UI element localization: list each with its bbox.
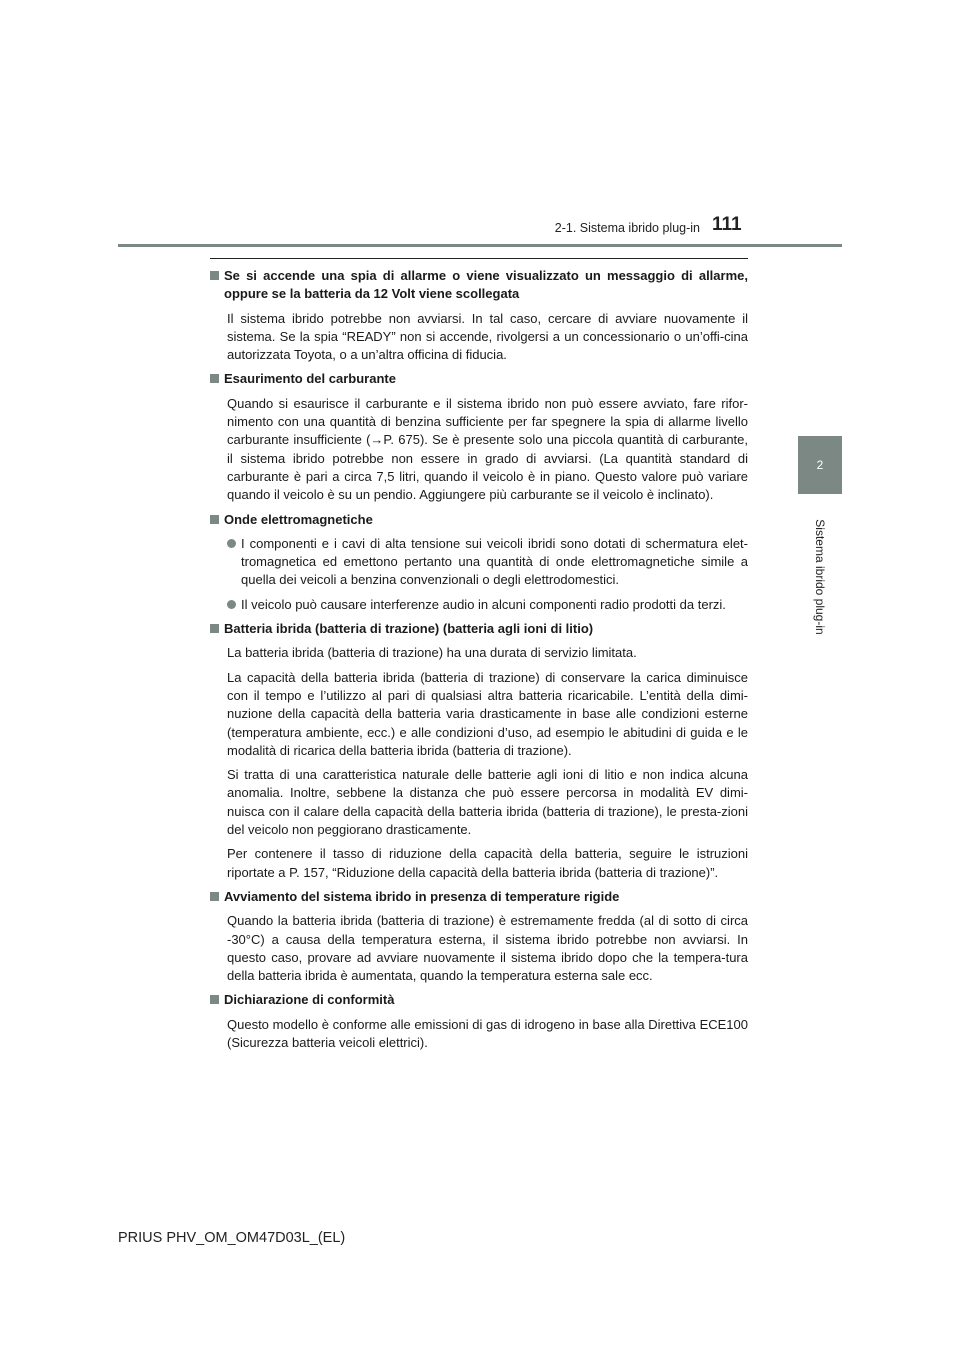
square-bullet-icon: [210, 995, 219, 1004]
footer-doc-code: PRIUS PHV_OM_OM47D03L_(EL): [118, 1230, 346, 1246]
bullet-text: I componenti e i cavi di alta tensione sui veicoli ibridi sono dotati di schermatura elet-tromagnetica ed emettono pertanto una quantità di onde elettromagnetiche simile a quella dei veicoli a benzina convenzionali o degli elettrodomestici.: [241, 535, 748, 588]
content-rule: [210, 258, 748, 259]
paragraph: La batteria ibrida (batteria di trazione) ha una durata di servizio limitata.: [227, 645, 637, 661]
section: [210, 370, 748, 504]
square-bullet-icon: [210, 374, 219, 383]
section-heading: [210, 511, 748, 529]
header-section-title: 2-1. Sistema ibrido plug-in: [554, 221, 700, 235]
section-heading: [210, 991, 748, 1009]
section: [210, 267, 748, 364]
section-title: Se si accende una spia di allarme o viene visualizzato un messaggio di allarme, oppure se la batteria da 12 Volt viene scollegata: [224, 268, 748, 302]
bullet-item: [210, 596, 748, 614]
square-bullet-icon: [210, 892, 219, 901]
section-title: Onde elettromagnetiche: [224, 511, 373, 527]
content: [210, 267, 748, 1058]
circle-bullet-icon: [227, 600, 236, 609]
section: [210, 888, 748, 985]
section-heading: [210, 370, 748, 388]
paragraph: Questo modello è conforme alle emissioni di gas di idrogeno in base alla Direttiva ECE100 (Sicurezza batteria veicoli elettrici).: [227, 1016, 748, 1050]
chapter-side-label: [798, 500, 842, 660]
section-title: Esaurimento del carburante: [224, 371, 396, 387]
section-title: Avviamento del sistema ibrido in presenza di temperature rigide: [224, 888, 620, 904]
square-bullet-icon: [210, 515, 219, 524]
section-heading: [210, 620, 748, 638]
bullet-item: [210, 535, 748, 590]
circle-bullet-icon: [227, 539, 236, 548]
bullet-text: Il veicolo può causare interferenze audio in alcuni componenti radio prodotti da terzi.: [241, 596, 726, 612]
section: [210, 511, 748, 614]
section: [210, 991, 748, 1052]
section: [210, 620, 748, 882]
paragraph: Per contenere il tasso di riduzione della capacità della batteria, seguire le istruzioni riportate a P. 157, “Riduzione della capacità della batteria ibrida (batteria di trazione)”.: [227, 846, 748, 880]
page-number: 111: [712, 214, 742, 235]
section-title: Dichiarazione di conformità: [224, 992, 395, 1008]
paragraph: Quando la batteria ibrida (batteria di trazione) è estremamente fredda (al di sotto di circa -30°C) a causa della temperatura esterna, il sistema ibrido potrebbe non avviarsi. In questo caso, provare ad avviare nuovamente il sistema ibrido dopo che la tempera-tura della batteria ibrida è aumentata, quando la temperatura esterna sale ecc.: [227, 913, 748, 984]
paragraph: Si tratta di una caratteristica naturale delle batterie agli ioni di litio e non indica alcuna anomalia. Inoltre, sebbene la distanza che può essere percorsa in modalità EV dimi-nuisca con il calare della capacità della batteria ibrida (batteria di trazione), le presta-zioni del veicolo non peggiorano drasticamente.: [227, 767, 748, 838]
paragraph: Quando si esaurisce il carburante e il sistema ibrido non può essere avviato, fare rifor-nimento con una quantità di benzina sufficiente per far spegnere la spia di allarme livello carburante insufficiente (→P. 675). Se è presente solo una piccola quantità di carburante, il sistema ibrido potrebbe non essere in grado di avviarsi. (La quantità standard di carburante è pari a circa 7,5 litri, quando il veicolo è in piano. Questo valore può variare quando il veicolo è su un pendio. Aggiungere più carburante se il veicolo è inclinato).: [227, 395, 748, 503]
header-rule: [118, 244, 842, 247]
chapter-tab: 2: [798, 436, 842, 494]
chapter-side-label-text: Sistema ibrido plug-in: [813, 519, 827, 635]
section-heading: [210, 267, 748, 304]
section-title: Batteria ibrida (batteria di trazione) (batteria agli ioni di litio): [224, 621, 594, 637]
section-heading: [210, 888, 748, 906]
paragraph: Il sistema ibrido potrebbe non avviarsi. In tal caso, cercare di avviare nuovamente il sistema. Se la spia “READY” non si accende, rivolgersi a un concessionario o un’offi-cina autorizzata Toyota, o a un’altra officina di fiducia.: [227, 310, 748, 363]
square-bullet-icon: [210, 624, 219, 633]
paragraph: La capacità della batteria ibrida (batteria di trazione) di conservare la carica diminuisce con il tempo e l’utilizzo al pari di qualsiasi altra batteria ricaricabile. L’entità della dimi-nuzione della capacità della batteria varia drasticamente in base alle condizioni esterne (temperatura ambiente, ecc.) e alle condizioni d’uso, ad esempio le abitudini di guida e le modalità di ricarica della batteria ibrida (batteria di trazione).: [227, 669, 748, 758]
square-bullet-icon: [210, 271, 219, 280]
